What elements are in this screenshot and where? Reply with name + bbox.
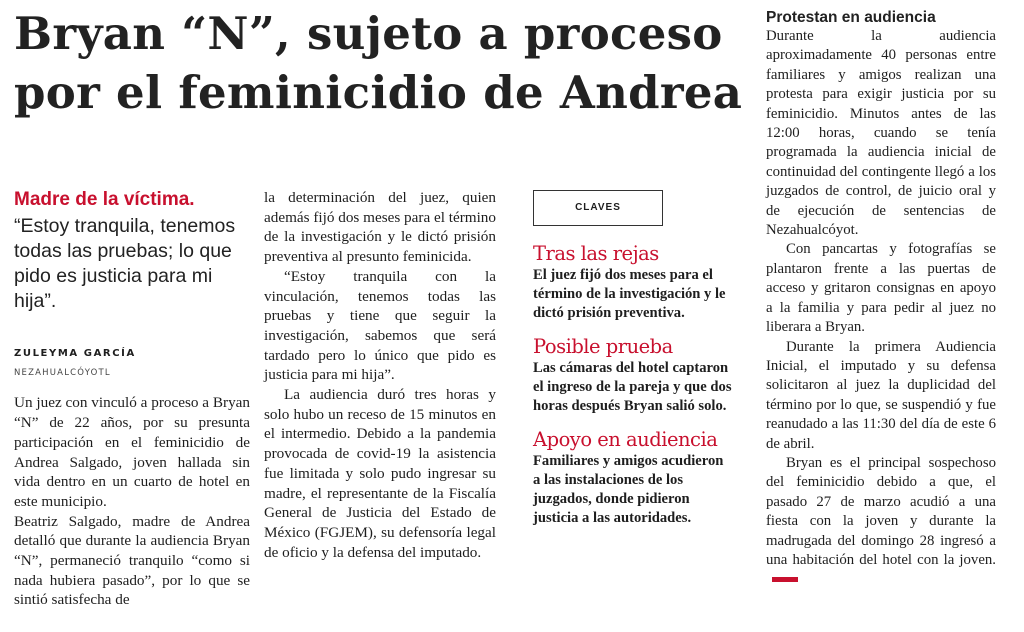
- article-paragraph: La audiencia duró tres horas y solo hubo un receso de 15 minutos en el intermedio. Debido a la pandemia provocada de covid-19 la asistencia fue limitada y solo pudo ingresar su madre, el representante de la Fiscalía General de Justicia del Estado de México (FGJEM), su defensoría legal de oficio y la defensa del imputado.: [264, 386, 496, 561]
- claves-label-box: [533, 190, 663, 226]
- end-mark: [772, 577, 798, 582]
- article-paragraph: “Estoy tranquila con la vinculación, tenemos todas las pruebas y tiene que seguir la investigación, sabemos que será tardado pero lo único que pido es justicia para mi hija”.: [264, 267, 496, 384]
- column-1: [14, 188, 250, 610]
- byline-author: ZULEYMA GARCÍA: [14, 348, 136, 359]
- claves-item-body: El juez fijó dos meses para el término de la investigación y le dictó prisión preventiva.: [533, 267, 726, 321]
- lead-quote: “Estoy tranquila, tenemos todas las pruebas; lo que pido es justicia para mi hija”.: [14, 215, 236, 312]
- claves-item-title: Apoyo en audiencia: [533, 428, 718, 451]
- article-paragraph: la determinación del juez, quien además fijó dos meses para el término de la investigación y le dictó prisión preventiva al presunto feminicida.: [264, 189, 496, 266]
- article-paragraph: Durante la audiencia aproximadamente 40 personas entre familiares y amigos realizan una protesta para exigir justicia por su feminicidio. Minutos antes de las 12:00 horas, cuando se tenía programada la audiencia inicial de continuidad del contingente llegó a los juzgados de control, de juicio oral y de ejecución de sentencias de Nezahualcóyot.: [766, 28, 996, 239]
- column-2: [264, 188, 496, 562]
- claves-item-body: Familiares y amigos acudieron a las instalaciones de los juzgados, donde pidieron justicia a las autoridades.: [533, 453, 724, 526]
- claves-label: CLAVES: [575, 202, 621, 214]
- article-paragraph: Un juez con vinculó a proceso a Bryan “N” de 22 años, por su presunta participación en el feminicidio de Andrea Salgado, joven hallada sin vida dentro en un cuarto de hotel en este municipio.: [14, 394, 250, 510]
- section-heading: Protestan en audiencia: [766, 9, 936, 26]
- article-paragraph: Beatriz Salgado, madre de Andrea detalló que durante la audiencia Bryan “N”, permaneció tranquilo “como si nada hubiera pasado”, por lo que se sintió satisfecha de: [14, 512, 250, 609]
- article-paragraph-text: Bryan es el principal sospechoso del feminicidio debido a que, el pasado 27 de marzo acudió a una fiesta con la joven y durante la madrugada del domingo 28 ingresó a una habitación del hotel con la joven.: [766, 454, 996, 568]
- article-paragraph: Durante la primera Audiencia Inicial, el imputado y su defensa solicitaron al juez la duplicidad del término por lo que, se suspendió y fue reanudado a las 11:30 del día de este 6 de abril.: [766, 338, 996, 452]
- claves-item-title: Posible prueba: [533, 335, 673, 358]
- claves-item-body: Las cámaras del hotel captaron el ingreso de la pareja y que dos horas después Bryan salió solo.: [533, 360, 732, 414]
- headline: Bryan “N”, sujeto a proceso por el feminicidio de Andrea: [14, 7, 743, 119]
- claves-item-title: Tras las rejas: [533, 242, 659, 265]
- lead-label: Madre de la víctima.: [14, 189, 195, 210]
- claves-sidebar: [533, 190, 733, 540]
- byline-location: NEZAHUALCÓYOTL: [14, 367, 111, 378]
- article-paragraph: Con pancartas y fotografías se plantaron frente a las puertas de acceso y gritaron consignas en apoyo a la familia y para pedir al juez no liberara a Bryan.: [766, 241, 996, 336]
- article-paragraph: [766, 454, 996, 590]
- column-4: [766, 8, 996, 590]
